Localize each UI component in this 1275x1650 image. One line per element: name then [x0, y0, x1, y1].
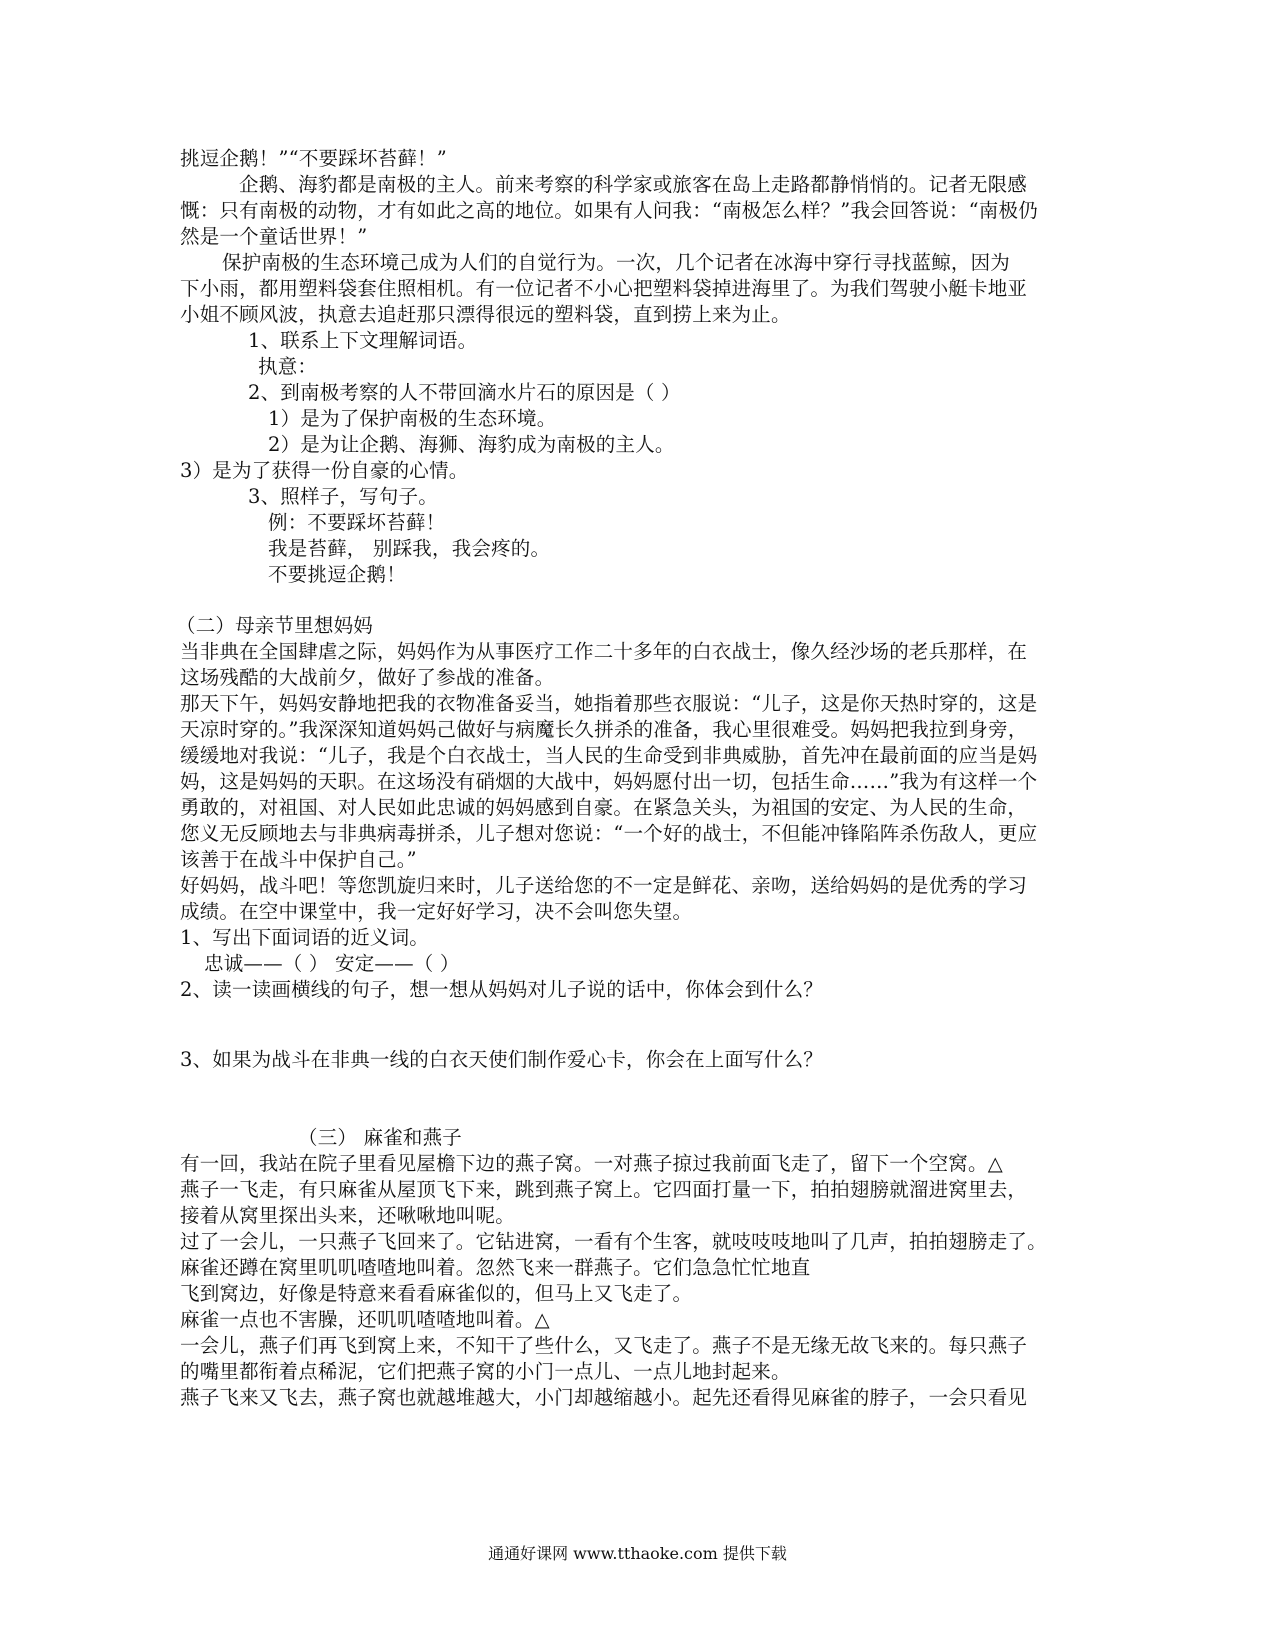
text-line: 好妈妈，战斗吧！等您凯旋归来时，儿子送给您的不一定是鲜花、亲吻，送给妈妈的是优秀的学习 [180, 874, 1028, 897]
text-line: 有一回，我站在院子里看见屋檐下边的燕子窝。一对燕子掠过我前面飞走了，留下一个空窝。△ [180, 1152, 1003, 1175]
text-line: 成绩。在空中课堂中，我一定好好学习，决不会叫您失望。 [180, 900, 693, 923]
page-footer: 通通好课网 www.tthaoke.com 提供下载 [488, 1544, 787, 1563]
text-line: 飞到窝边，好像是特意来看看麻雀似的，但马上又飞走了。 [180, 1282, 693, 1305]
text-line: 一会儿，燕子们再飞到窝上来，不知干了些什么，又飞走了。燕子不是无缘无故飞来的。每只燕子 [180, 1334, 1028, 1357]
example-line: 例：不要踩坏苔藓！ [268, 511, 446, 534]
text-line: 然是一个童话世界！” [180, 225, 368, 248]
text-line: 燕子一飞走，有只麻雀从屋顶飞下来，跳到燕子窝上。它四面打量一下，拍拍翅膀就溜进窝里去， [180, 1178, 1028, 1201]
question-1: 1、联系上下文理解词语。 [248, 329, 478, 352]
text-line: 缓缓地对我说：“儿子，我是个白衣战士，当人民的生命受到非典威胁，首先冲在最前面的应当是妈 [180, 744, 1038, 767]
question-2: 2、到南极考察的人不带回滴水片石的原因是（ ） [248, 381, 681, 404]
section-title: （二）母亲节里想妈妈 [176, 614, 374, 637]
text-line: 保护南极的生态环境己成为人们的自觉行为。一次，几个记者在冰海中穿行寻找蓝鲸，因为 [222, 251, 1011, 274]
question-1: 1、写出下面词语的近义词。 [180, 926, 430, 949]
text-line: 的嘴里都衔着点稀泥，它们把燕子窝的小门一点儿、一点儿地封起来。 [180, 1360, 791, 1383]
choice-1: 1）是为了保护南极的生态环境。 [268, 407, 557, 430]
choice-2: 2）是为让企鹅、海狮、海豹成为南极的主人。 [268, 433, 675, 456]
text-line: 挑逗企鹅！”“不要踩坏苔藓！” [180, 147, 447, 170]
synonym-blanks: 忠诚——（ ） 安定——（ ） [204, 952, 460, 975]
text-line: 小姐不顾风波，执意去追赶那只漂得很远的塑料袋，直到捞上来为止。 [180, 303, 791, 326]
text-line: 您义无反顾地去与非典病毒拼杀，儿子想对您说：“一个好的战士，不但能冲锋陷阵杀伤敌人，更应 [180, 822, 1038, 845]
text-line: 那天下午，妈妈安静地把我的衣物准备妥当，她指着那些衣服说：“儿子，这是你天热时穿的，这是 [180, 692, 1038, 715]
choice-3: 3）是为了获得一份自豪的心情。 [180, 459, 469, 482]
text-line: 妈，这是妈妈的天职。在这场没有硝烟的大战中，妈妈愿付出一切，包括生命……”我为有这样一个 [180, 770, 1038, 793]
text-line: 该善于在战斗中保护自己。” [180, 848, 417, 871]
exercise-line: 不要挑逗企鹅！ [268, 563, 406, 586]
example-line: 我是苔藓， 别踩我，我会疼的。 [268, 537, 551, 560]
text-line: 企鹅、海豹都是南极的主人。前来考察的科学家或旅客在岛上走路都静悄悄的。记者无限感 [239, 173, 1028, 196]
question-2: 2、读一读画横线的句子，想一想从妈妈对儿子说的话中，你体会到什么？ [180, 978, 824, 1001]
text-line: 慨：只有南极的动物，才有如此之高的地位。如果有人问我：“南极怎么样？”我会回答说：“南极仍 [180, 199, 1038, 222]
text-line: 接着从窝里探出头来，还啾啾地叫呢。 [180, 1204, 515, 1227]
text-line: 勇敢的，对祖国、对人民如此忠诚的妈妈感到自豪。在紧急关头，为祖国的安定、为人民的生命， [180, 796, 1028, 819]
answer-prompt: 执意： [258, 355, 318, 378]
question-3: 3、照样子，写句子。 [248, 485, 438, 508]
text-line: 麻雀还蹲在窝里叽叽喳喳地叫着。忽然飞来一群燕子。它们急急忙忙地直 [180, 1256, 811, 1279]
text-line: 燕子飞来又飞去，燕子窝也就越堆越大，小门却越缩越小。起先还看得见麻雀的脖子，一会只看见 [180, 1386, 1028, 1409]
text-line: 这场残酷的大战前夕，做好了参战的准备。 [180, 666, 555, 689]
question-3: 3、如果为战斗在非典一线的白衣天使们制作爱心卡，你会在上面写什么？ [180, 1048, 824, 1071]
text-line: 麻雀一点也不害臊，还叽叽喳喳地叫着。△ [180, 1308, 550, 1331]
text-line: 下小雨，都用塑料袋套住照相机。有一位记者不小心把塑料袋掉进海里了。为我们驾驶小艇卡地亚 [180, 277, 1028, 300]
text-line: 当非典在全国肆虐之际，妈妈作为从事医疗工作二十多年的白衣战士，像久经沙场的老兵那样，在 [180, 640, 1028, 663]
section-title: （三） 麻雀和燕子 [298, 1126, 462, 1149]
text-line: 过了一会儿，一只燕子飞回来了。它钻进窝，一看有个生客，就吱吱吱地叫了几声，拍拍翅膀走了。 [180, 1230, 1047, 1253]
text-line: 天凉时穿的。”我深深知道妈妈己做好与病魔长久拼杀的准备，我心里很难受。妈妈把我拉到身旁， [180, 718, 1028, 741]
